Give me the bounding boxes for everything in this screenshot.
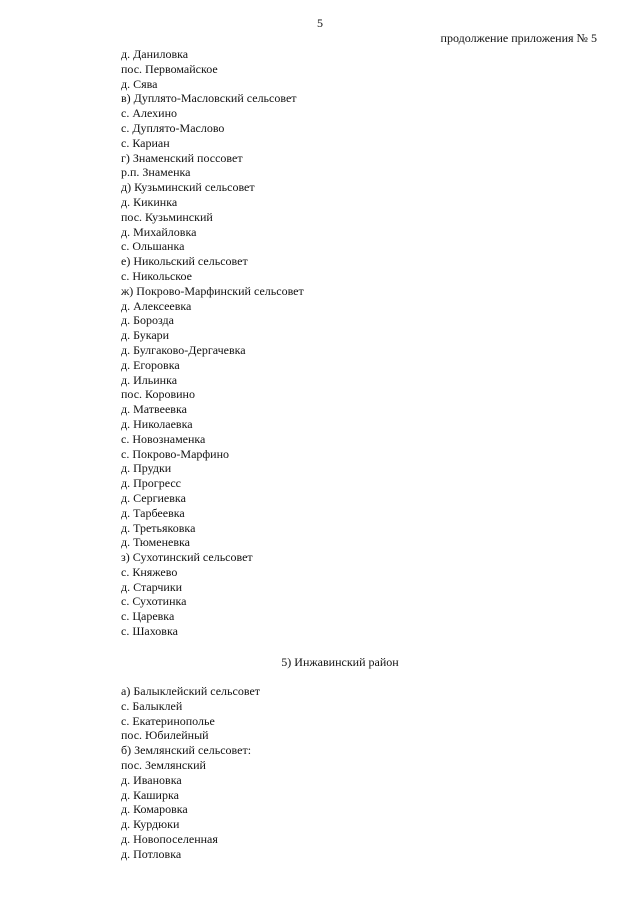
list-item: б) Землянский сельсовет: — [121, 743, 252, 758]
list-item: д. Сергиевка — [121, 490, 186, 505]
list-item: д. Михайловка — [121, 224, 197, 239]
list-item: д. Кикинка — [121, 194, 178, 209]
list-item: д. Тюменевка — [121, 535, 190, 550]
list-item: с. Никольское — [121, 268, 192, 283]
list-item: а) Балыклейский сельсовет — [121, 684, 261, 698]
list-item: пос. Коровино — [121, 387, 195, 402]
list-item: с. Кариан — [121, 135, 170, 150]
continuation-note: продолжение приложения № 5 — [440, 31, 597, 45]
list-item: д) Кузьминский сельсовет — [121, 180, 255, 195]
list-item: е) Никольский сельсовет — [121, 254, 248, 269]
list-item: д. Сява — [121, 76, 158, 91]
list-item: с. Царевка — [121, 609, 175, 624]
list-item: д. Борозда — [121, 313, 174, 328]
list-item: д. Курдюки — [121, 817, 180, 832]
list-item: с. Сухотинка — [121, 594, 187, 609]
list-item: д. Ильинка — [121, 372, 178, 387]
list-item: д. Комаровка — [121, 802, 188, 817]
list-item: пос. Кузьминский — [121, 209, 213, 224]
list-item: д. Третьяковка — [121, 520, 196, 535]
list-item: д. Каширка — [121, 787, 179, 802]
list-item: с. Дуплято-Маслово — [121, 120, 225, 135]
list-item: д. Матвеевка — [121, 402, 187, 417]
list-item: с. Екатеринополье — [121, 713, 215, 728]
list-item: г) Знаменский поссовет — [121, 150, 243, 165]
list-item: д. Егоровка — [121, 357, 180, 372]
list-item: р.п. Знаменка — [121, 165, 191, 180]
section-heading: 5) Инжавинский район — [281, 655, 399, 669]
list-item: с. Ольшанка — [121, 239, 185, 254]
page-number: 5 — [317, 16, 323, 30]
settlement-list — [121, 47, 304, 639]
list-item: с. Новознаменка — [121, 431, 206, 446]
settlement-list-inzhavinsky — [121, 684, 260, 862]
list-item: ж) Покрово-Марфинский сельсовет — [121, 283, 304, 298]
list-item: с. Княжево — [121, 564, 178, 579]
list-item: д. Новопоселенная — [121, 831, 218, 846]
list-item: д. Ивановка — [121, 772, 182, 787]
list-item: д. Старчики — [121, 579, 183, 594]
list-item: д. Даниловка — [121, 47, 189, 61]
list-item: д. Прудки — [121, 461, 172, 476]
list-item: с. Покрово-Марфино — [121, 446, 230, 461]
list-item: пос. Землянский — [121, 757, 206, 772]
list-item: з) Сухотинский сельсовет — [121, 550, 253, 565]
list-item: пос. Юбилейный — [121, 728, 209, 743]
list-item: д. Булгаково-Дергачевка — [121, 342, 246, 357]
list-item: в) Дуплято-Масловский сельсовет — [121, 91, 297, 106]
list-item: д. Прогресс — [121, 476, 181, 491]
list-item: д. Букари — [121, 328, 170, 343]
list-item: д. Николаевка — [121, 416, 193, 431]
list-item: с. Балыклей — [121, 698, 183, 713]
list-item: д. Алексеевка — [121, 298, 192, 313]
list-item: пос. Первомайское — [121, 61, 218, 76]
list-item: д. Тарбеевка — [121, 505, 185, 520]
list-item: с. Шаховка — [121, 624, 178, 639]
list-item: с. Алехино — [121, 106, 177, 121]
list-item: д. Потловка — [121, 846, 182, 861]
